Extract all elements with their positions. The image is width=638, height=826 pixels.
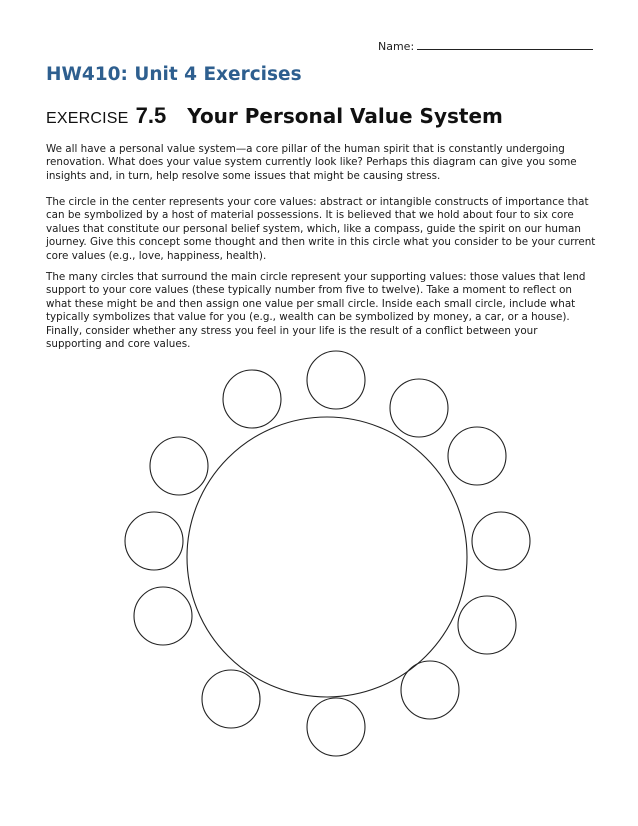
supporting-value-circle-7[interactable] [472,512,530,570]
supporting-value-circle-2[interactable] [223,370,281,428]
supporting-value-circle-4[interactable] [150,437,208,495]
name-label: Name: [378,40,415,53]
exercise-number: 7.5 [135,103,167,128]
name-blank-line[interactable] [417,38,593,50]
supporting-value-circle-11[interactable] [401,661,459,719]
supporting-value-circle-6[interactable] [125,512,183,570]
exercise-label: EXERCISE [46,110,129,127]
exercise-heading [46,103,503,129]
supporting-value-circle-3[interactable] [390,379,448,437]
course-title: HW410: Unit 4 Exercises [46,64,302,85]
supporting-value-circle-10[interactable] [202,670,260,728]
core-values-paragraph: The circle in the center represents your core values: abstract or intangible constructs of importance that can be symbolized by a host of material possessions. It is believed that we hold about four to six core values that constitute our personal belief system, which, like a compass, guide the spirit on our human journey. Give this concept some thought and then write in this circle what you consider to be your current core values (e.g., love, happiness, health). [46,196,596,262]
supporting-value-circle-5[interactable] [448,427,506,485]
supporting-value-circle-8[interactable] [134,587,192,645]
core-values-circle[interactable] [187,417,467,697]
supporting-value-circle-12[interactable] [307,698,365,756]
supporting-value-circle-9[interactable] [458,596,516,654]
supporting-value-circle-1[interactable] [307,351,365,409]
intro-paragraph: We all have a personal value system—a core pillar of the human spirit that is constantly undergoing renovation. What does your value system currently look like? Perhaps this diagram can give you some insights and, in turn, help resolve some issues that might be causing stress. [46,143,577,182]
name-field[interactable] [378,38,598,53]
exercise-title: Your Personal Value System [187,104,503,128]
supporting-values-paragraph: The many circles that surround the main circle represent your supporting values: those values that lend support to your core values (these typically number from five to twelve). Take a moment to reflect on what these might be and then assign one value per small circle. Inside each small circle, include what typically symbolizes that value for you (e.g., wealth can be symbolized by money, a car, or a house). Finally, consider whether any stress you feel in your life is the result of a conflict between your supporting and core values. [46,271,586,351]
